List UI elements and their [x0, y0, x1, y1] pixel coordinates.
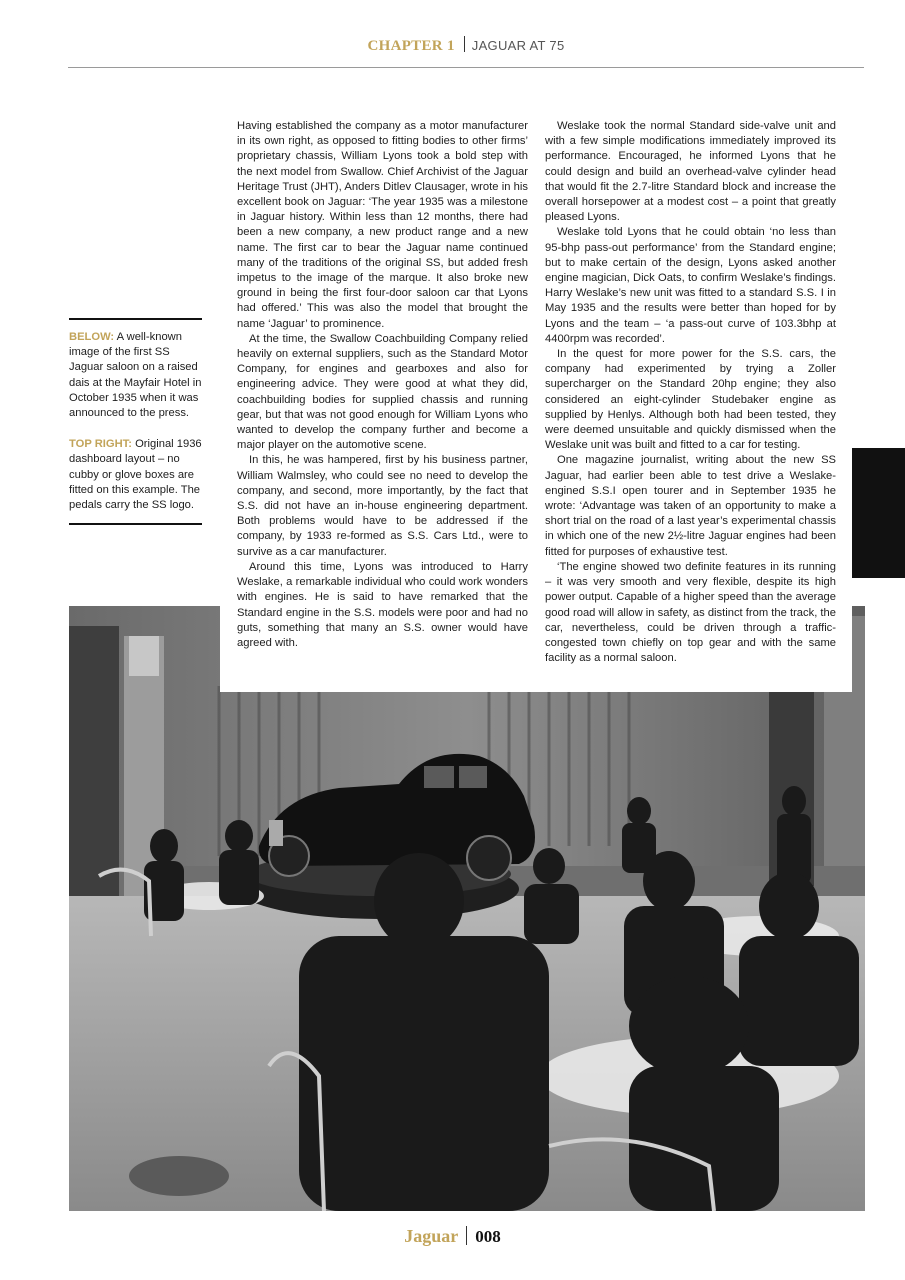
- caption-rule-top: [69, 318, 202, 320]
- caption-below-text: A well-known image of the first SS Jaguar saloon on a raised dais at the Mayfair Hotel in October 1935 when it was announced to the press.: [69, 331, 202, 420]
- caption-below-label: BELOW:: [69, 331, 115, 343]
- paragraph: Having established the company as a motor manufacturer in its own right, as opposed to fitting bodies to other firms’ proprietary chassis, William Lyons took a bold step with the next model from Swallow. Chief Archivist of the Jaguar Heritage Trust (JHT), Anders Ditlev Clausager, wrote in his excellent book on Jaguar: ‘The year 1935 was a milestone in Jaguar history. Within less than 12 months, there had been a new company, a new product range and a new name. The first car to bear the Jaguar name continued many of the traditions of the original SS, but added fresh impetus to the image of the marque. It also broke new ground in being the first four-door saloon car that Lyons had offered.’ This was also the model that brought the name ‘Jaguar’ to prominence.: [237, 120, 528, 330]
- caption-below: [69, 330, 202, 421]
- mayfair-hotel-photo: [69, 606, 865, 1211]
- page-number: 008: [475, 1227, 501, 1246]
- paragraph: In this, he was hampered, first by his business partner, William Walmsley, who could see no need to develop the company, and second, more importantly, by the fact that S.S. did not have an in-house engineering department. Both problems would have to be addressed if the company, by 1933 re-formed as S.S. Cars Ltd., were to survive as a car manufacturer.: [237, 454, 528, 558]
- paragraph: Around this time, Lyons was introduced to Harry Weslake, a remarkable individual who could work wonders with engines. He is said to have remarked that the Standard engine in the S.S. models were poor and had no guts, something that many an S.S. owner would have agreed with.: [237, 560, 528, 649]
- paragraph: ‘The engine showed two definite features in its running – it was very smooth and very flexible, despite its high power output. Capable of a higher speed than the average good road will allow in safety, as distinct from the track, the car, nevertheless, could be driven through a traffic-congested town chiefly on top gear and with the same facility as a normal saloon.: [545, 560, 836, 665]
- section-title: JAGUAR AT 75: [471, 38, 565, 53]
- article-text-box: [220, 100, 852, 692]
- caption-rule-bottom: [69, 523, 202, 525]
- paragraph: In the quest for more power for the S.S. cars, the company had experimented by trying a Zoller supercharger on the Standard 20hp engine; they also considered an eight-cylinder Studebaker engine as supplied by Henlys. Although both had been tested, they were deemed unsuitable and quickly dismissed when the Weslake unit was built and fitted to a car for testing.: [545, 348, 836, 452]
- chapter-thumb-tab: [852, 448, 905, 578]
- photo-captions: [69, 318, 202, 525]
- caption-topright-text: Original 1936 dashboard layout – no cubby or glove boxes are fitted on this example. The pedals carry the SS logo.: [69, 438, 202, 512]
- paragraph: At the time, the Swallow Coachbuilding Company relied heavily on external suppliers, such as the Standard Motor Company, for engines and gearboxes and also for engineering advice. They were good at what they did, coachbuilding bodies for supplied chassis and running gear, but that was not good enough for William Lyons who wanted to develop the company further and become a major player on the automotive scene.: [237, 332, 528, 452]
- paragraph: Weslake took the normal Standard side-valve unit and with a few simple modifications immediately improved its performance. Encouraged, he informed Lyons that he could design and build an overhead-valve cylinder head that would fit the 2.7-litre Standard block and increase the overall horsepower at a modest cost – a point that greatly pleased Lyons.: [545, 120, 836, 224]
- article-column-1: [237, 119, 528, 651]
- running-header: [68, 36, 864, 62]
- page-footer: [0, 1226, 905, 1247]
- paragraph: Weslake told Lyons that he could obtain ‘no less than 95-bhp pass-out performance’ from the Standard engine; but to make certain of the design, Lyons asked another engine magician, Dick Oats, to confirm Weslake’s findings. Harry Weslake’s new unit was fitted to a standard S.S. I in May 1935 and the results were better than hoped for by Lyons and the team – ‘a pass-out curve of 103.3bhp at 4400rpm was recorded’.: [545, 226, 836, 345]
- caption-top-right: [69, 437, 202, 513]
- chapter-label: CHAPTER 1: [367, 38, 455, 54]
- article-column-2: [545, 119, 836, 666]
- paragraph: One magazine journalist, writing about the new SS Jaguar, had earlier been able to test drive a Weslake-engined S.S.I open tourer and in September 1935 he wrote: ‘Advantage was taken of an opportunity to make a short trial on the road of a last year’s experimental chassis in which one of the new 2½-litre Jaguar engines had been fitted for purposes of exhaustive test.: [545, 454, 836, 558]
- magazine-brand: Jaguar: [404, 1226, 459, 1246]
- header-rule: [68, 67, 864, 68]
- caption-topright-label: TOP RIGHT:: [69, 438, 132, 451]
- header-divider: [464, 36, 465, 52]
- footer-divider: [466, 1226, 467, 1245]
